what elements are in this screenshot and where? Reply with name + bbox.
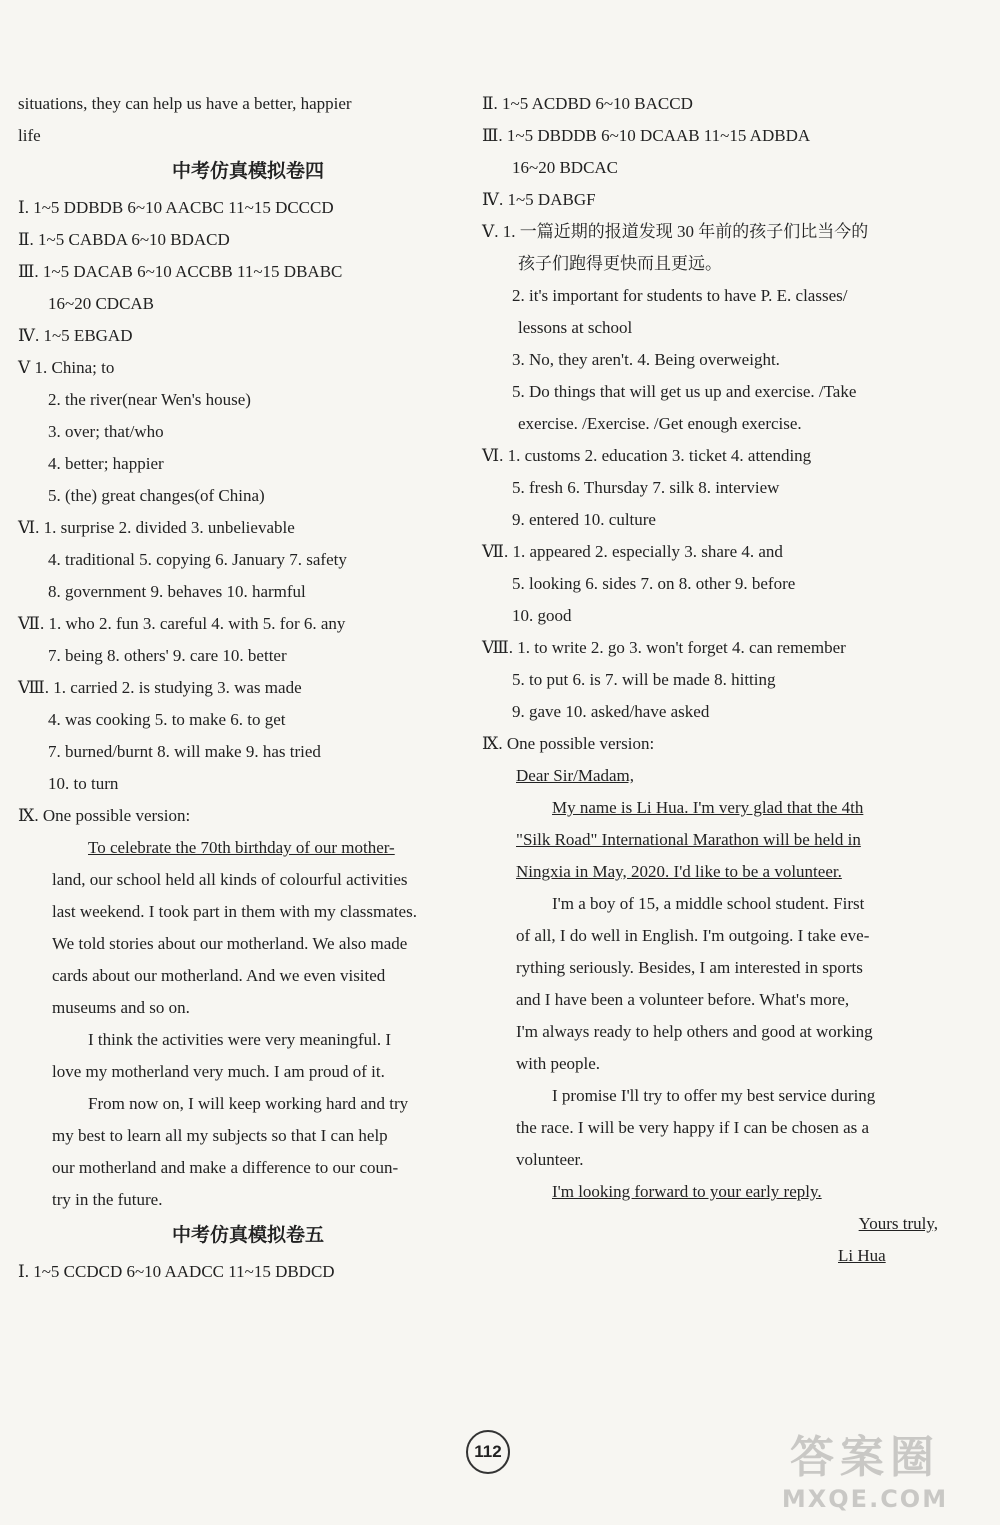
s4-part-6-line: 8. government 9. behaves 10. harmful — [48, 582, 306, 601]
watermark-domain: MXQE.COM — [781, 1485, 949, 1513]
s5-part-8-line: 5. to put 6. is 7. will be made 8. hitting — [512, 670, 776, 689]
s4-part-7-line: Ⅶ. 1. who 2. fun 3. careful 4. with 5. for 6. any — [18, 614, 346, 633]
s5-part-7-line: 10. good — [512, 606, 572, 625]
letter-line: Ningxia in May, 2020. I'd like to be a volunteer. — [516, 862, 842, 881]
essay-line: I think the activities were very meaningful. I — [88, 1030, 392, 1049]
s5-part-6-line: Ⅵ. 1. customs 2. education 3. ticket 4. attending — [482, 446, 812, 465]
s4-part-7-line: 7. being 8. others' 9. care 10. better — [48, 646, 287, 665]
essay-line: From now on, I will keep working hard and try — [88, 1094, 409, 1113]
s5-part-5-line: exercise. /Exercise. /Get enough exercise. — [518, 414, 802, 433]
s5-part-6-line: 9. entered 10. culture — [512, 510, 656, 529]
letter-closing: Yours truly, — [858, 1214, 938, 1233]
s5-part-7-line: 5. looking 6. sides 7. on 8. other 9. before — [512, 574, 796, 593]
watermark-logo-text: 答案圈 — [790, 1432, 940, 1483]
essay-line: museums and so on. — [52, 998, 190, 1017]
essay — [18, 832, 478, 1216]
essay-line: We told stories about our motherland. We also made — [52, 934, 408, 953]
s4-part-2: Ⅱ. 1~5 CABDA 6~10 BDACD — [18, 230, 230, 249]
letter-salutation: Dear Sir/Madam, — [516, 766, 635, 785]
section-heading-4: 中考仿真模拟卷四 — [171, 161, 324, 182]
s4-part-5-line: 2. the river(near Wen's house) — [48, 390, 251, 409]
essay-line: To celebrate the 70th birthday of our mother- — [88, 838, 395, 857]
letter — [482, 760, 944, 1272]
s5-part-5-line: Ⅴ. 1. 一篇近期的报道发现 30 年前的孩子们比当今的 — [482, 222, 869, 241]
essay-line: cards about our motherland. And we even visited — [52, 966, 386, 985]
s4-part-1: Ⅰ. 1~5 DDBDB 6~10 AACBC 11~15 DCCCD — [18, 198, 334, 217]
s4-part-6-line: Ⅵ. 1. surprise 2. divided 3. unbelievable — [18, 518, 295, 537]
left-column — [18, 88, 478, 1288]
s4-part-8-line: 7. burned/burnt 8. will make 9. has tried — [48, 742, 321, 761]
right-column — [482, 88, 944, 1272]
page-number: 112 — [466, 1430, 510, 1474]
s5-part-3-cont: 16~20 BDCAC — [512, 158, 619, 177]
s4-part-5-line: 3. over; that/who — [48, 422, 164, 441]
s4-part-6-line: 4. traditional 5. copying 6. January 7. safety — [48, 550, 347, 569]
s4-part-5-line: 4. better; happier — [48, 454, 164, 473]
s5-part-4: Ⅳ. 1~5 DABGF — [482, 190, 596, 209]
s5-part-5-line: 2. it's important for students to have P. E. classes/ — [512, 286, 848, 305]
s4-part-8-line: Ⅷ. 1. carried 2. is studying 3. was made — [18, 678, 302, 697]
intro-line-2: life — [18, 126, 41, 145]
s5-part-1: Ⅰ. 1~5 CCDCD 6~10 AADCC 11~15 DBDCD — [18, 1262, 335, 1281]
s5-part-5-line: 5. Do things that will get us up and exercise. /Take — [512, 382, 857, 401]
s4-part-8-line: 4. was cooking 5. to make 6. to get — [48, 710, 286, 729]
letter-signature: Li Hua — [838, 1246, 886, 1265]
s5-part-9-label: Ⅸ. One possible version: — [482, 734, 655, 753]
essay-line: love my motherland very much. I am proud of it. — [52, 1062, 385, 1081]
s4-part-3-cont: 16~20 CDCAB — [48, 294, 155, 313]
s5-part-7-line: Ⅶ. 1. appeared 2. especially 3. share 4. and — [482, 542, 783, 561]
letter-line: I'm a boy of 15, a middle school student. First — [552, 894, 865, 913]
s5-part-8-line: 9. gave 10. asked/have asked — [512, 702, 710, 721]
letter-line: rything seriously. Besides, I am interested in sports — [516, 958, 863, 977]
s5-part-5-line: 孩子们跑得更快而且更远。 — [518, 254, 722, 273]
letter-line: with people. — [516, 1054, 601, 1073]
letter-line: I'm looking forward to your early reply. — [552, 1182, 822, 1201]
letter-line: I'm always ready to help others and good at working — [516, 1022, 873, 1041]
letter-line: My name is Li Hua. I'm very glad that the 4th — [552, 798, 864, 817]
essay-line: my best to learn all my subjects so that I can help — [52, 1126, 388, 1145]
s4-part-4: Ⅳ. 1~5 EBGAD — [18, 326, 133, 345]
essay-line: our motherland and make a difference to our coun- — [52, 1158, 399, 1177]
letter-line: of all, I do well in English. I'm outgoing. I take eve- — [516, 926, 870, 945]
s4-part-5-line: Ⅴ 1. China; to — [18, 358, 115, 377]
section-heading-5: 中考仿真模拟卷五 — [171, 1225, 324, 1246]
intro-line-1: situations, they can help us have a better, happier — [18, 94, 352, 113]
letter-line: and I have been a volunteer before. What's more, — [516, 990, 850, 1009]
letter-line: "Silk Road" International Marathon will be held in — [516, 830, 861, 849]
essay-line: last weekend. I took part in them with my classmates. — [52, 902, 417, 921]
essay-line: try in the future. — [52, 1190, 163, 1209]
s4-part-8-line: 10. to turn — [48, 774, 119, 793]
essay-line: land, our school held all kinds of colourful activities — [52, 870, 408, 889]
s5-part-5-line: 3. No, they aren't. 4. Being overweight. — [512, 350, 780, 369]
site-watermark — [740, 1417, 990, 1517]
letter-line: I promise I'll try to offer my best service during — [552, 1086, 876, 1105]
s4-part-9-label: Ⅸ. One possible version: — [18, 806, 191, 825]
letter-line: the race. I will be very happy if I can be chosen as a — [516, 1118, 870, 1137]
s5-part-2: Ⅱ. 1~5 ACDBD 6~10 BACCD — [482, 94, 693, 113]
s5-part-8-line: Ⅷ. 1. to write 2. go 3. won't forget 4. can remember — [482, 638, 846, 657]
letter-line: volunteer. — [516, 1150, 584, 1169]
s5-part-5-line: lessons at school — [518, 318, 633, 337]
s4-part-5-line: 5. (the) great changes(of China) — [48, 486, 265, 505]
s4-part-3: Ⅲ. 1~5 DACAB 6~10 ACCBB 11~15 DBABC — [18, 262, 343, 281]
s5-part-6-line: 5. fresh 6. Thursday 7. silk 8. interview — [512, 478, 780, 497]
s5-part-3: Ⅲ. 1~5 DBDDB 6~10 DCAAB 11~15 ADBDA — [482, 126, 811, 145]
